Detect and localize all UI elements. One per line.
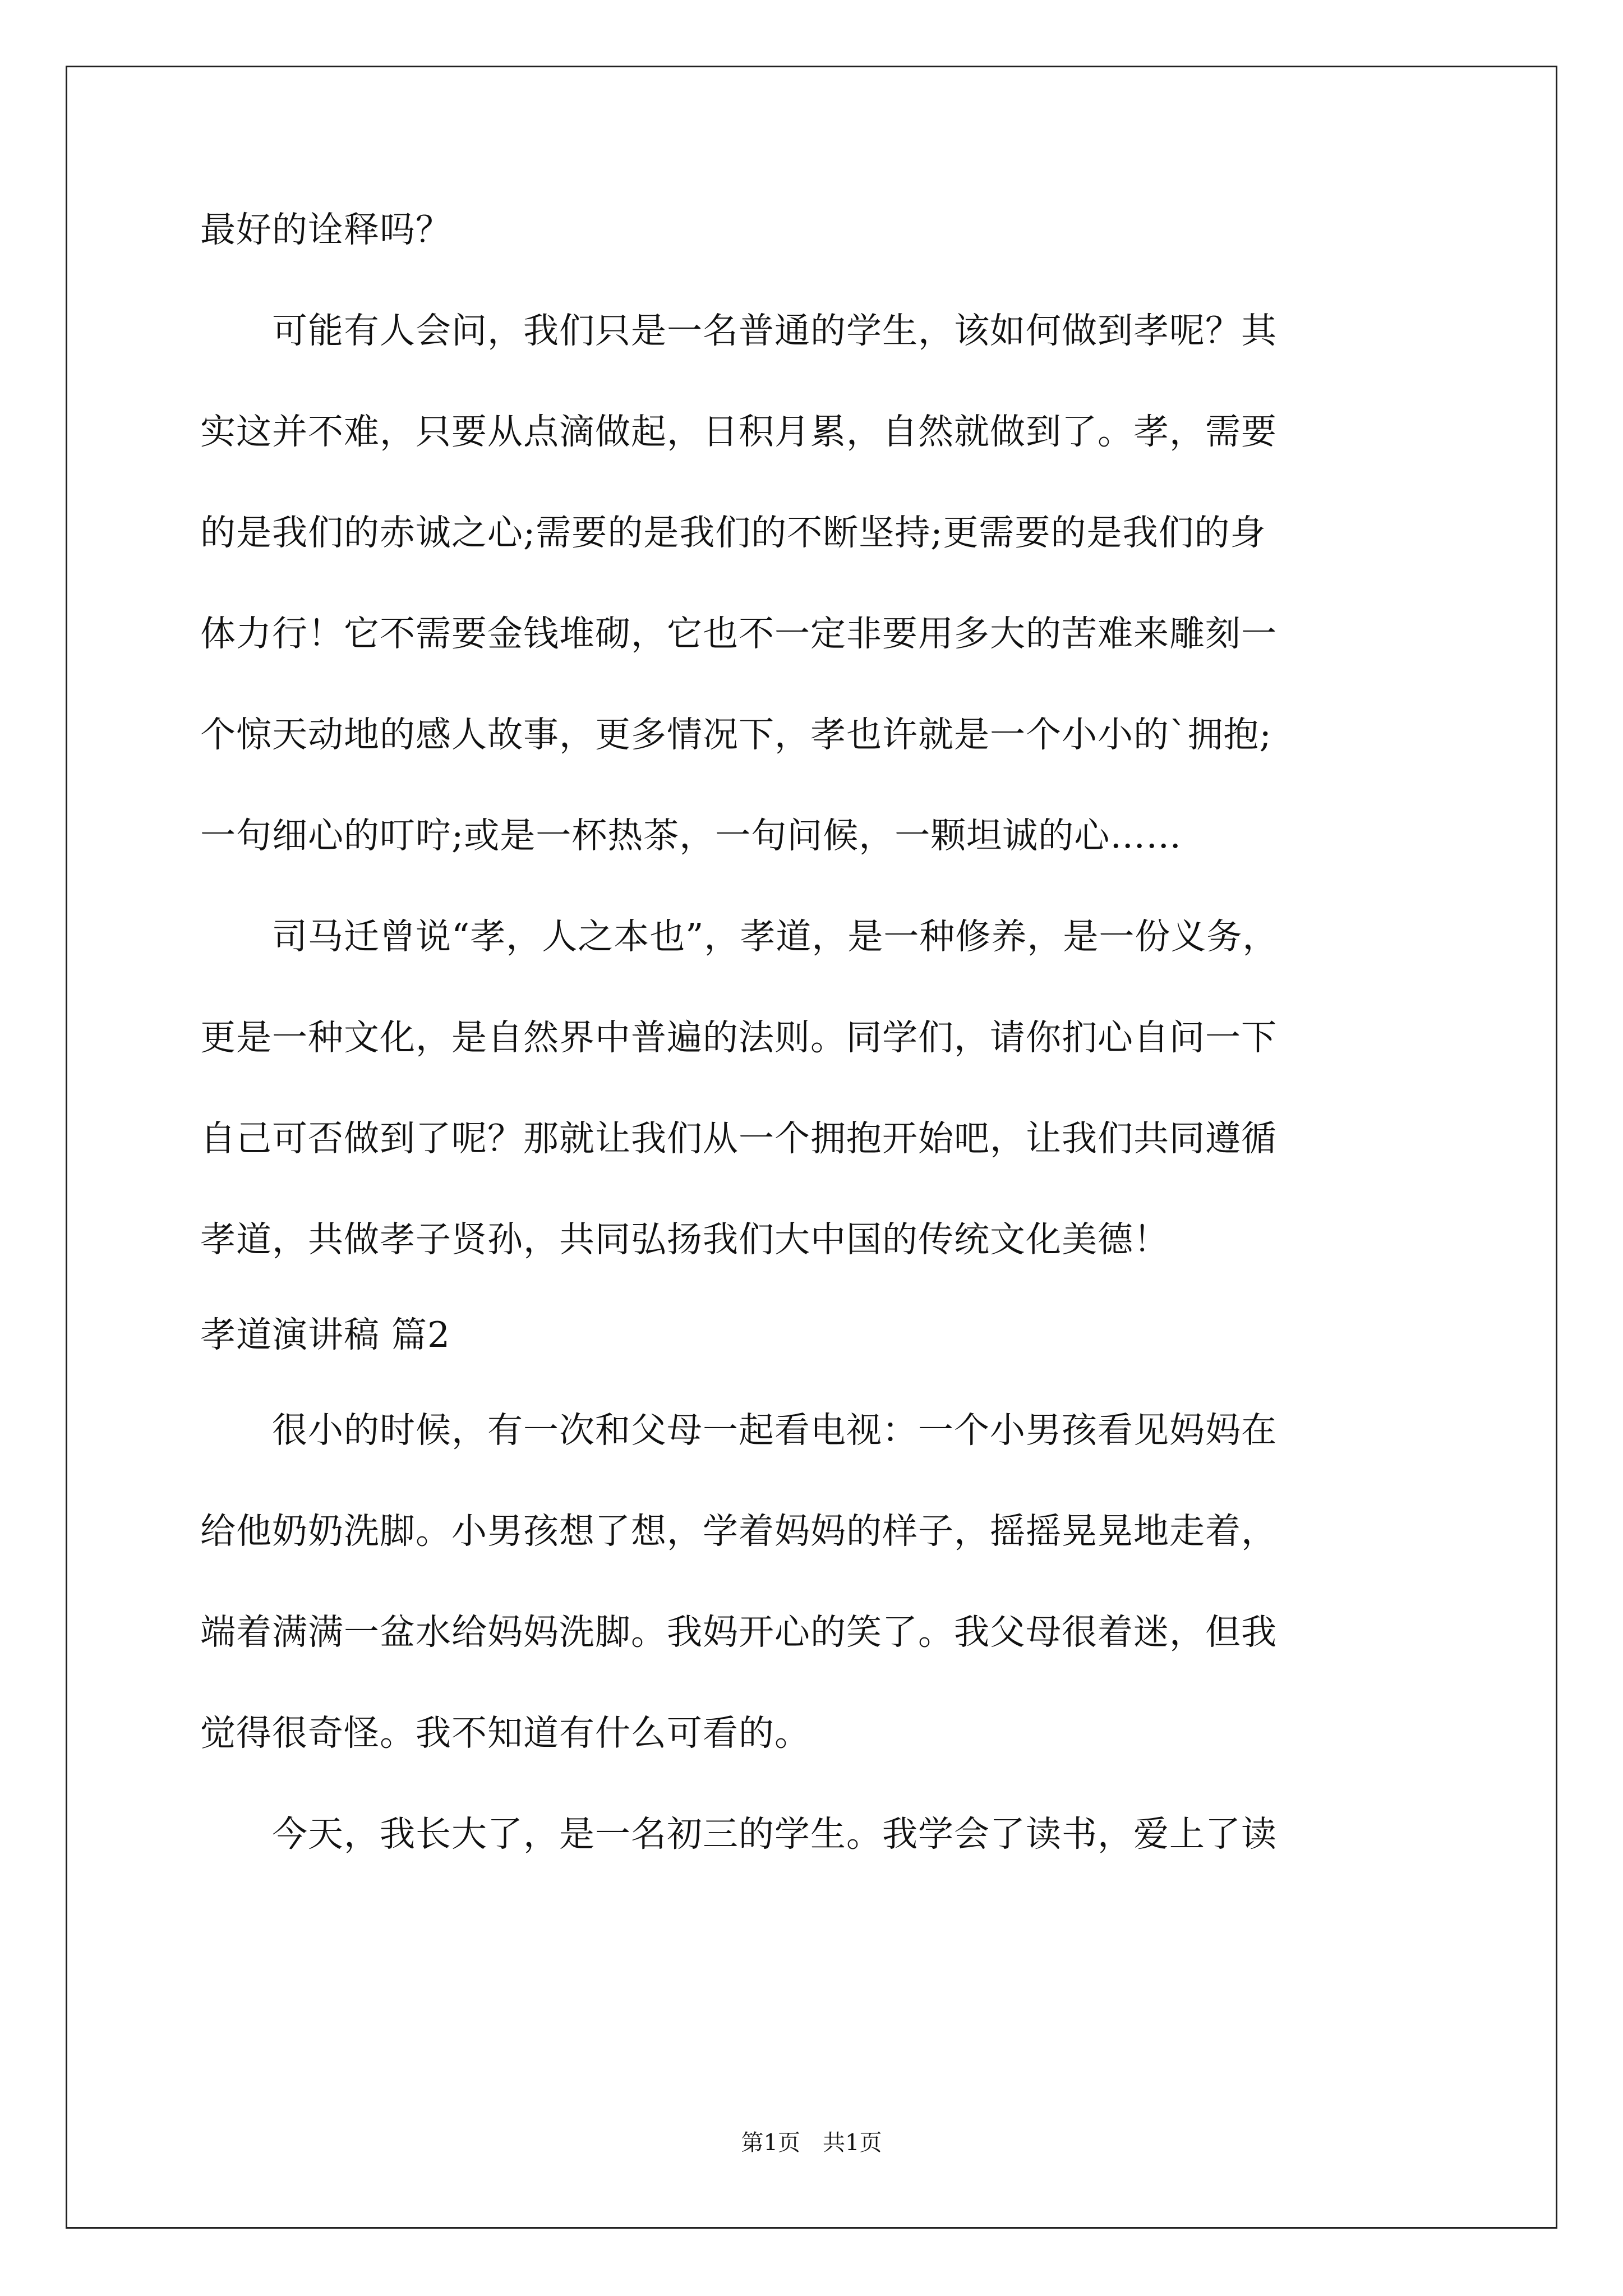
text-line: 自己可否做到了呢？那就让我们从一个拥抱开始吧，让我们共同遵循: [200, 1118, 1277, 1159]
text-line: 个惊天动地的感人故事，更多情况下，孝也许就是一个小小的`拥抱;: [200, 714, 1272, 755]
text-line: 可能有人会问，我们只是一名普通的学生，该如何做到孝呢？其: [200, 310, 1277, 351]
text-line: 实这并不难，只要从点滴做起，日积月累，自然就做到了。孝，需要: [200, 411, 1277, 452]
page-number-footer: 第1页 共1页: [741, 2130, 882, 2156]
text-line: 司马迁曾说“孝，人之本也”，孝道，是一种修养，是一份义务，: [200, 916, 1279, 957]
text-line: 更是一种文化，是自然界中普遍的法则。同学们，请你扪心自问一下: [200, 1017, 1277, 1058]
text-line: 孝道，共做孝子贤孙，共同弘扬我们大中国的传统文化美德！: [200, 1219, 1169, 1260]
text-line: 今天，我长大了，是一名初三的学生。我学会了读书，爱上了读: [200, 1814, 1277, 1855]
section-heading: 孝道演讲稿 篇2: [200, 1314, 451, 1355]
text-line: 最好的诠释吗？: [200, 209, 451, 250]
text-line: 体力行！它不需要金钱堆砌，它也不一定非要用多大的苦难来雕刻一: [200, 613, 1277, 654]
text-line: 的是我们的赤诚之心;需要的是我们的不断坚持;更需要的是我们的身: [200, 512, 1266, 553]
text-line: 很小的时候，有一次和父母一起看电视：一个小男孩看见妈妈在: [200, 1410, 1277, 1451]
text-line: 给他奶奶洗脚。小男孩想了想，学着妈妈的样子，摇摇晃晃地走着，: [200, 1511, 1277, 1552]
text-line: 觉得很奇怪。我不知道有什么可看的。: [200, 1713, 810, 1754]
text-line: 端着满满一盆水给妈妈洗脚。我妈开心的笑了。我父母很着迷，但我: [200, 1612, 1277, 1653]
text-line: 一句细心的叮咛;或是一杯热茶，一句问候，一颗坦诚的心……: [200, 815, 1182, 856]
